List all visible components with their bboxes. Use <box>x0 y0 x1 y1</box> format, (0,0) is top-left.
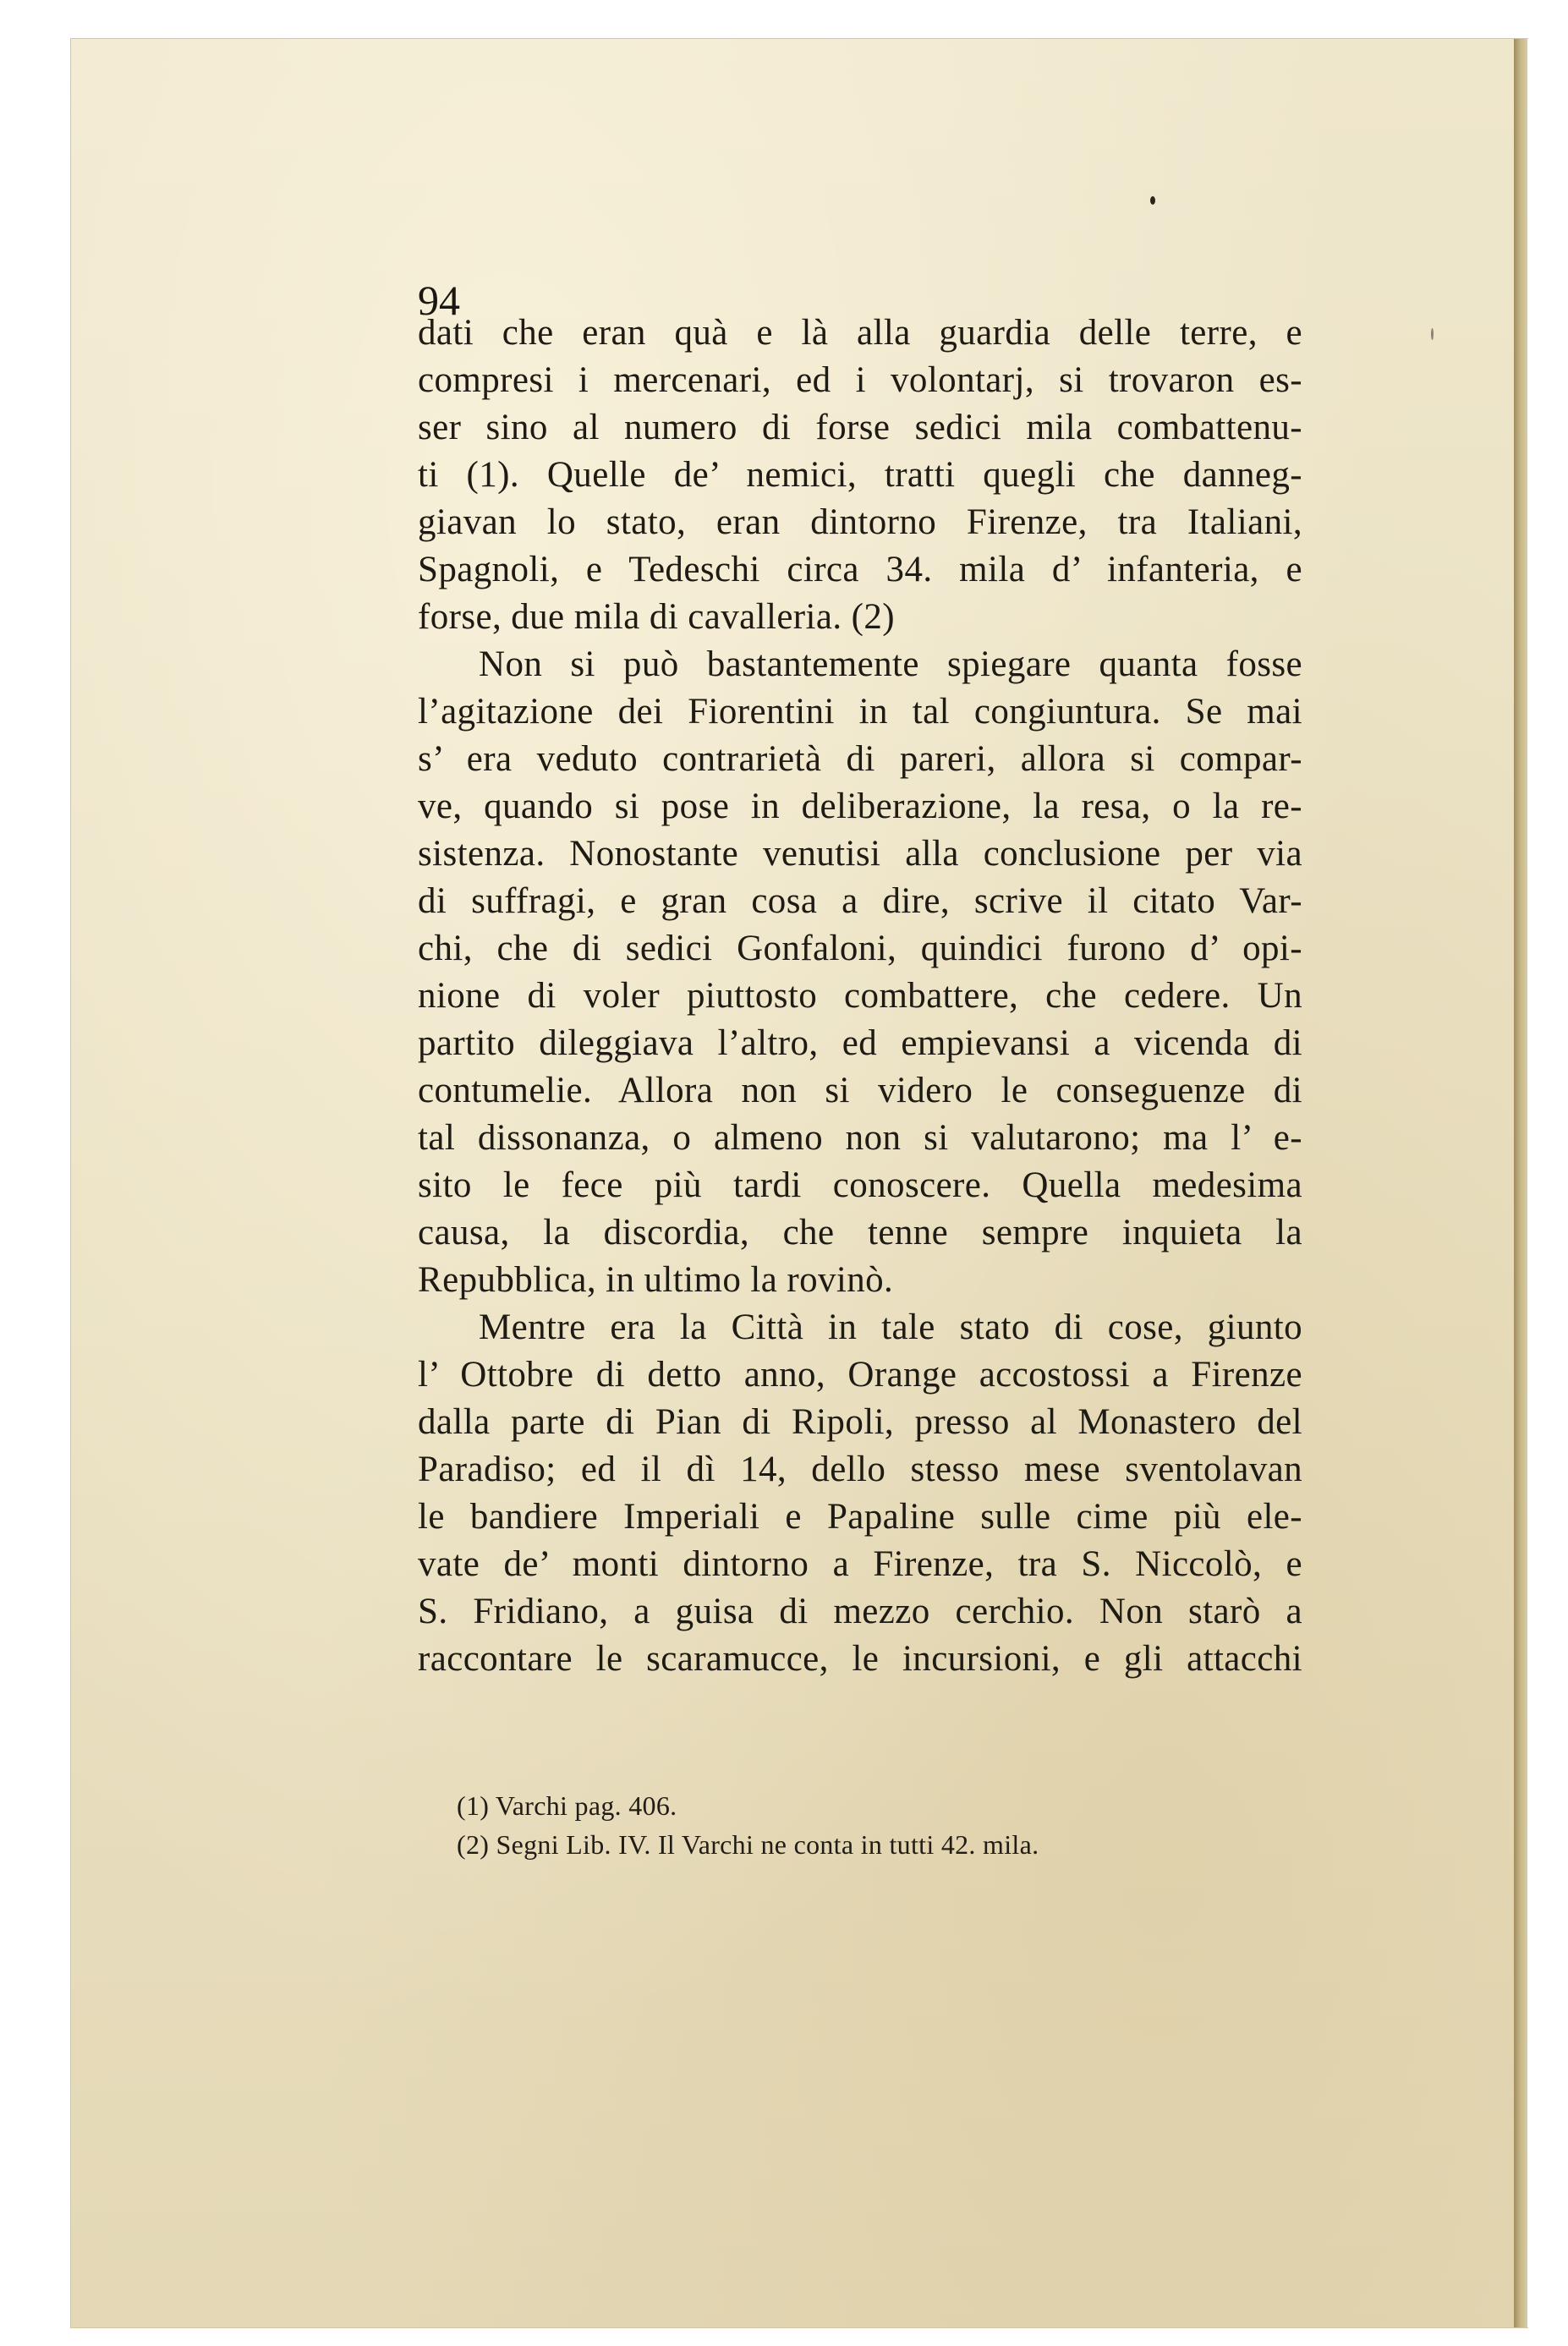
text-line: nione di voler piuttosto combattere, che cedere. Un <box>418 976 1302 1016</box>
paragraph-3 <box>418 1304 1302 1683</box>
text-line: ve, quando si pose in deliberazione, la resa, o la re- <box>418 787 1302 826</box>
text-line: di suffragi, e gran cosa a dire, scrive il citato Var- <box>418 881 1302 921</box>
ink-speck <box>1431 328 1434 340</box>
text-line: S. Fridiano, a guisa di mezzo cerchio. Non starò a <box>418 1592 1302 1631</box>
text-line: Paradiso; ed il dì 14, dello stesso mese sventolavan <box>418 1450 1302 1489</box>
text-line: le bandiere Imperiali e Papaline sulle cime più ele- <box>418 1497 1302 1537</box>
paragraph-2 <box>418 641 1302 1304</box>
text-line: ser sino al numero di forse sedici mila combattenu- <box>418 408 1302 447</box>
text-line: dalla parte di Pian di Ripoli, presso al Monastero del <box>418 1402 1302 1442</box>
text-line: vate de’ monti dintorno a Firenze, tra S. Niccolò, e <box>418 1544 1302 1584</box>
text-line: Non si può bastantemente spiegare quanta fosse <box>479 644 1302 684</box>
text-line: sistenza. Nonostante venutisi alla conclusione per via <box>418 834 1302 874</box>
text-line: giavan lo stato, eran dintorno Firenze, tra Italiani, <box>418 502 1302 542</box>
text-line: tal dissonanza, o almeno non si valutarono; ma l’ e- <box>418 1118 1302 1158</box>
text-line: partito dileggiava l’altro, ed empievansi a vicenda di <box>418 1023 1302 1063</box>
text-line: compresi i mercenari, ed i volontarj, si trovaron es- <box>418 360 1302 400</box>
text-line: l’agitazione dei Fiorentini in tal congiuntura. Se mai <box>418 692 1302 732</box>
text-line: contumelie. Allora non si videro le conseguenze di <box>418 1071 1302 1110</box>
text-line: forse, due mila di cavalleria. (2) <box>418 597 895 637</box>
text-line: Spagnoli, e Tedeschi circa 34. mila d’ infanteria, e <box>418 550 1302 589</box>
text-line: causa, la discordia, che tenne sempre inquieta la <box>418 1213 1302 1252</box>
text-line: raccontare le scaramucce, le incursioni, e gli attacchi <box>418 1639 1302 1679</box>
ink-speck <box>1150 196 1155 205</box>
text-line: Mentre era la Città in tale stato di cose, giunto <box>479 1307 1302 1347</box>
body-text <box>418 310 1302 1683</box>
page-margin-right <box>1527 39 1568 2327</box>
paragraph-1 <box>418 310 1302 641</box>
footnote-2: (2) Segni Lib. IV. Il Varchi ne conta in tutti 42. mila. <box>457 1829 1039 1860</box>
text-line: dati che eran quà e là alla guardia delle terre, e <box>418 313 1302 353</box>
footnotes <box>457 1786 1269 1864</box>
text-line: Repubblica, in ultimo la rovinò. <box>418 1260 894 1300</box>
text-line: ti (1). Quelle de’ nemici, tratti quegli che danneg- <box>418 455 1302 495</box>
footnote-1: (1) Varchi pag. 406. <box>457 1790 677 1821</box>
text-line: s’ era veduto contrarietà di pareri, allora si compar- <box>418 739 1302 779</box>
text-line: chi, che di sedici Gonfaloni, quindici furono d’ opi- <box>418 929 1302 968</box>
page-number: 94 <box>418 277 460 324</box>
text-line: l’ Ottobre di detto anno, Orange accostossi a Firenze <box>418 1355 1302 1395</box>
text-line: sito le fece più tardi conoscere. Quella medesima <box>418 1165 1302 1205</box>
